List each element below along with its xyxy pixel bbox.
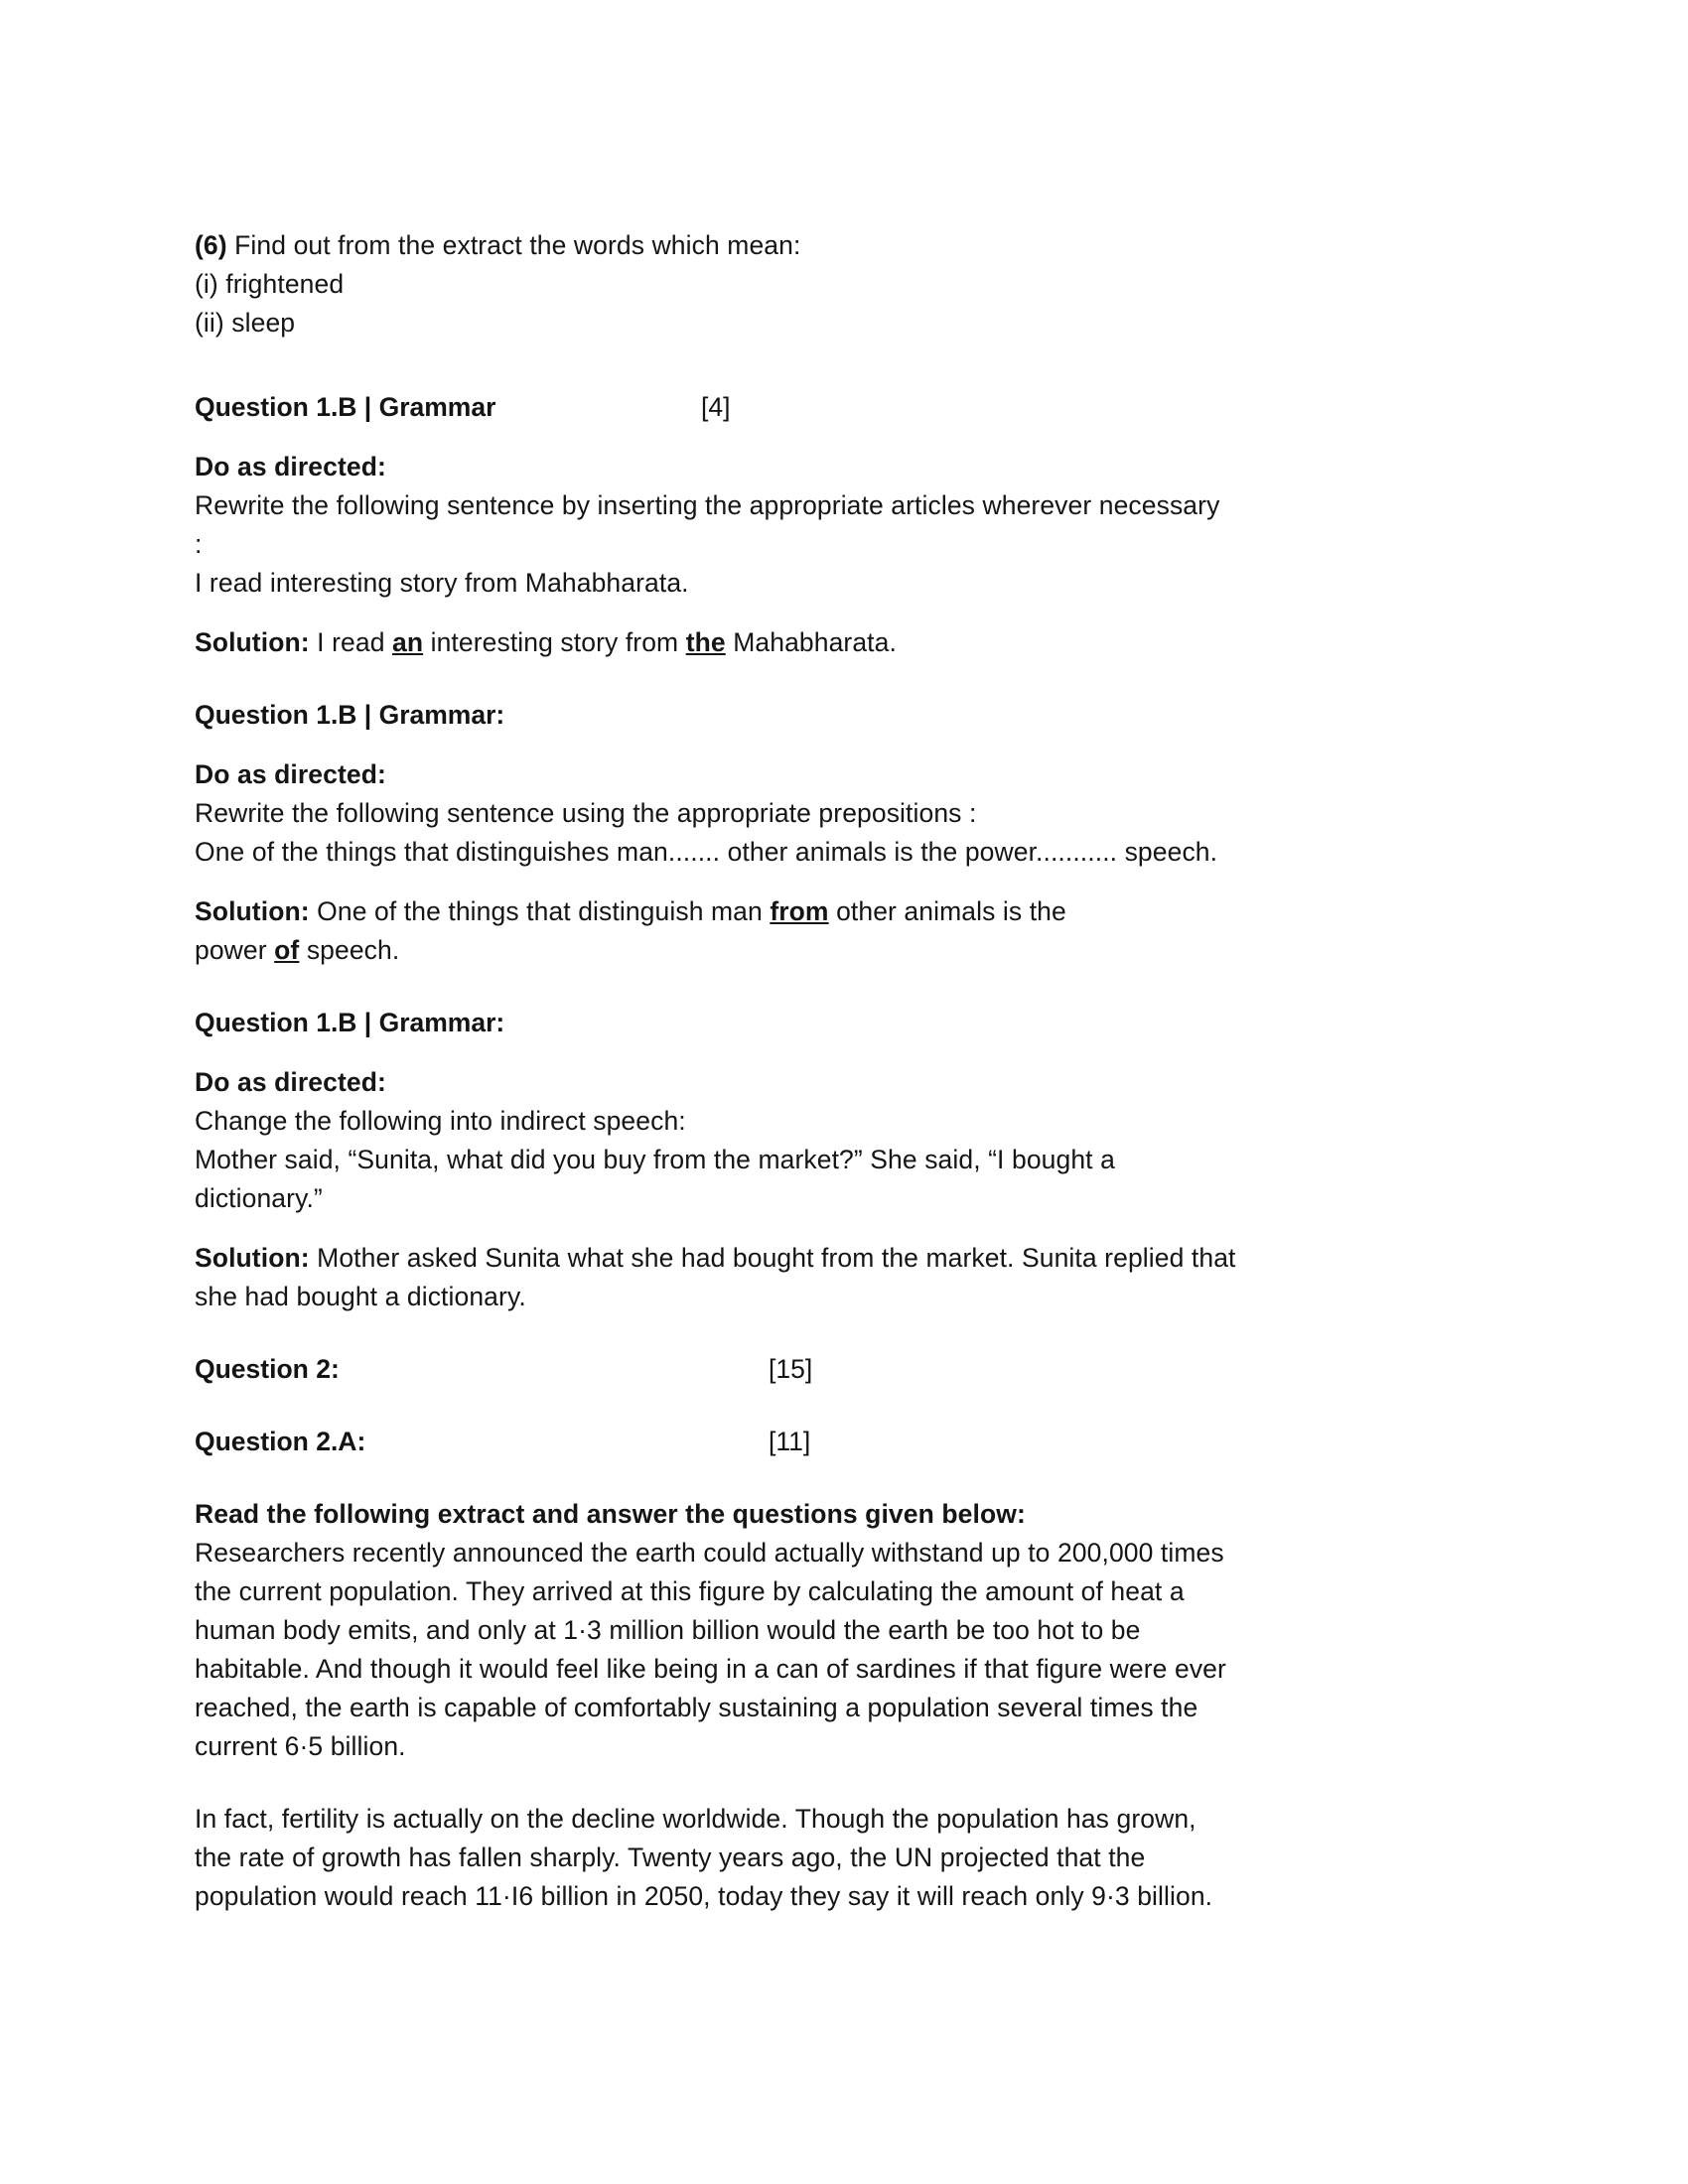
grammar-3-solution-label: Solution: [195,1243,310,1273]
grammar-2-solution-line-1 [195,892,1485,931]
grammar-1-solution-line [195,623,1485,662]
extract-para-1-line-6: current 6·5 billion. [195,1731,406,1761]
grammar-2-body [195,755,1485,872]
extract-para-1-line-2: the current population. They arrived at this figure by calculating the amount of heat a [195,1576,1185,1606]
grammar-1-solution-answer-2: the [685,627,726,657]
grammar-1-sentence: I read interesting story from Mahabharata. [195,568,689,598]
question-2a-extract [195,1495,1485,1766]
grammar-1-directive: Do as directed: [195,452,386,481]
grammar-3-solution-line-2: she had bought a dictionary. [195,1282,526,1311]
grammar-3-instruction: Change the following into indirect speech: [195,1106,686,1136]
heading-grammar-2-label: Question 1.B | Grammar: [195,700,505,730]
grammar-2-solution-answer-2: of [274,935,300,965]
question-6-item-ii: (ii) sleep [195,308,296,338]
grammar-2-solution-line-2 [195,931,1485,970]
heading-grammar-1 [195,388,1485,427]
grammar-3-body [195,1063,1485,1218]
heading-grammar-3-label: Question 1.B | Grammar: [195,1008,505,1037]
question-2a-directive: Read the following extract and answer the questions given below: [195,1499,1026,1529]
question-6-number: (6) [195,230,227,260]
grammar-2-solution-answer-1: from [770,896,829,926]
grammar-3-solution-line-1 [195,1239,1485,1278]
extract-para-1-line-3: human body emits, and only at 1·3 million billion would the earth be too hot to be [195,1615,1141,1645]
grammar-1-instruction-line-2: : [195,529,203,559]
extract-para-1-line-1: Researchers recently announced the earth could actually withstand up to 200,000 times [195,1538,1224,1568]
grammar-2-solution-part-2: other animals is the [828,896,1066,926]
grammar-3-solution [195,1239,1485,1316]
heading-question-2a-label: Question 2.A: [195,1427,366,1456]
grammar-1-solution-part-1: I read [309,627,392,657]
heading-grammar-1-marks: [4] [701,392,731,422]
grammar-3-sentence-line-2: dictionary.” [195,1183,323,1213]
question-6-block [195,226,1485,342]
extract-para-2-line-3: population would reach 11·I6 billion in 2050, today they say it will reach only 9·3 billion. [195,1881,1213,1911]
extract-para-1-line-5: reached, the earth is capable of comfortably sustaining a population several times the [195,1693,1198,1722]
question-2a-extract-para-2 [195,1800,1485,1916]
extract-para-2-line-2: the rate of growth has fallen sharply. Twenty years ago, the UN projected that the [195,1843,1146,1872]
grammar-2-sentence: One of the things that distinguishes man....... other animals is the power........... speech. [195,837,1218,867]
grammar-2-solution-label: Solution: [195,896,310,926]
extract-para-2-line-1: In fact, fertility is actually on the decline worldwide. Though the population has grown, [195,1804,1196,1834]
grammar-1-solution-answer-1: an [392,627,424,657]
grammar-2-solution [195,892,1485,970]
grammar-1-solution-part-2: interesting story from [423,627,686,657]
grammar-3-solution-text-1: Mother asked Sunita what she had bought from the market. Sunita replied that [309,1243,1236,1273]
grammar-1-instruction-line-1: Rewrite the following sentence by inserting the appropriate articles wherever necessary [195,490,1220,520]
grammar-1-solution [195,623,1485,662]
heading-question-2 [195,1350,1485,1389]
grammar-1-solution-part-3: Mahabharata. [725,627,897,657]
grammar-1-body [195,448,1485,603]
heading-question-2-label: Question 2: [195,1354,340,1384]
heading-question-2a-marks: [11] [769,1427,811,1456]
heading-grammar-2 [195,696,1485,735]
extract-para-1-line-4: habitable. And though it would feel like being in a can of sardines if that figure were ever [195,1654,1226,1684]
heading-grammar-3 [195,1004,1485,1042]
heading-grammar-1-label: Question 1.B | Grammar [195,392,496,422]
grammar-1-solution-label: Solution: [195,627,310,657]
grammar-3-directive: Do as directed: [195,1067,386,1097]
grammar-3-sentence-line-1: Mother said, “Sunita, what did you buy from the market?” She said, “I bought a [195,1145,1115,1174]
heading-question-2a [195,1423,1485,1461]
grammar-2-instruction: Rewrite the following sentence using the appropriate prepositions : [195,798,977,828]
question-6-prompt-text: Find out from the extract the words which mean: [226,230,801,260]
grammar-2-directive: Do as directed: [195,759,386,789]
heading-question-2-marks: [15] [769,1354,813,1384]
grammar-2-solution-part-3: power [195,935,275,965]
question-6-prompt [195,226,1485,265]
question-6-item-i: (i) frightened [195,269,345,299]
grammar-2-solution-part-4: speech. [299,935,400,965]
page-content [195,226,1485,1916]
grammar-2-solution-part-1: One of the things that distinguish man [309,896,771,926]
